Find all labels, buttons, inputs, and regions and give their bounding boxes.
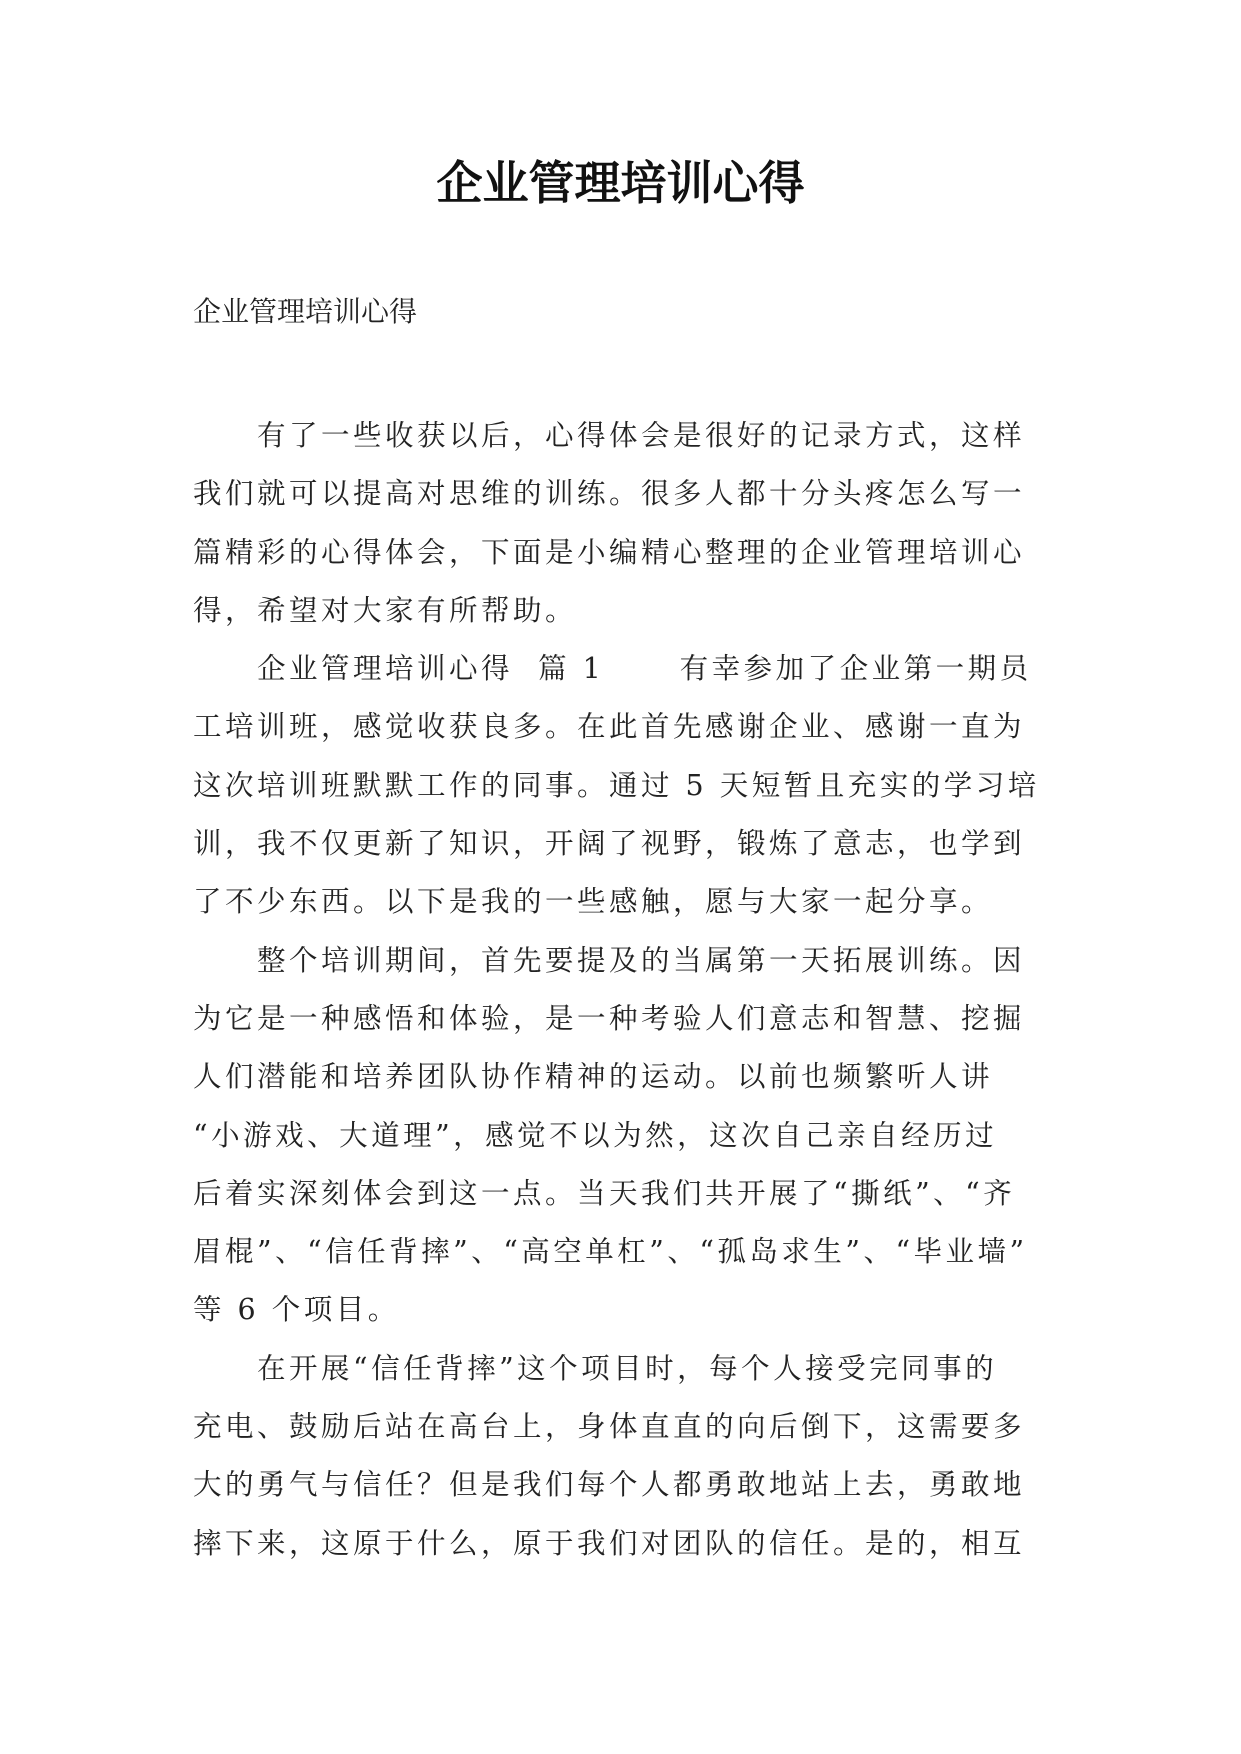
paragraph-line: 为它是一种感悟和体验，是一种考验人们意志和智慧、挖掘	[193, 1001, 1026, 1035]
paragraph-line: 在开展“信任背摔”这个项目时，每个人接受完同事的	[257, 1351, 998, 1385]
paragraph-line: 充电、鼓励后站在高台上，身体直直的向后倒下，这需要多	[193, 1410, 1026, 1444]
paragraph-line: 有了一些收获以后，心得体会是很好的记录方式，这样	[257, 419, 1026, 452]
paragraph-line: 工培训班，感觉收获良多。在此首先感谢企业、感谢一直为	[193, 710, 1026, 744]
document-body	[193, 407, 1053, 1573]
paragraph-line: 这次培训班默默工作的同事。通过 5 天短暂且充实的学习培	[193, 768, 1040, 802]
paragraph-line: 眉棍”、“信任背摔”、“高空单杠”、“孤岛求生”、“毕业墙”	[193, 1235, 1028, 1269]
paragraph-line: 我们就可以提高对思维的训练。很多人都十分头疼怎么写一	[193, 477, 1026, 511]
paragraph-line: 训，我不仅更新了知识，开阔了视野，锻炼了意志，也学到	[193, 827, 1026, 861]
document-subtitle: 企业管理培训心得	[193, 295, 418, 328]
paragraph-line: 后着实深刻体会到这一点。当天我们共开展了“撕纸”、“齐	[193, 1176, 1016, 1210]
paragraph-line: 了不少东西。以下是我的一些感触，愿与大家一起分享。	[193, 885, 994, 919]
paragraph-line: 企业管理培训心得 篇 1 有幸参加了企业第一期员	[257, 652, 1032, 686]
paragraph-line: 等 6 个项目。	[193, 1293, 400, 1327]
paragraph-line: 大的勇气与信任？但是我们每个人都勇敢地站上去，勇敢地	[193, 1468, 1026, 1502]
paragraph-line: “小游戏、大道理”，感觉不以为然，这次自己亲自经历过	[193, 1118, 998, 1152]
paragraph-line: 篇精彩的心得体会，下面是小编精心整理的企业管理培训心	[193, 535, 1026, 569]
paragraph-line: 人们潜能和培养团队协作精神的运动。以前也频繁听人讲	[193, 1060, 994, 1094]
document-title: 企业管理培训心得	[436, 156, 805, 210]
paragraph-line: 整个培训期间，首先要提及的当属第一天拓展训练。因	[257, 943, 1026, 977]
paragraph-line: 得，希望对大家有所帮助。	[193, 593, 578, 627]
paragraph-line: 摔下来，这原于什么，原于我们对团队的信任。是的，相互	[193, 1526, 1026, 1560]
